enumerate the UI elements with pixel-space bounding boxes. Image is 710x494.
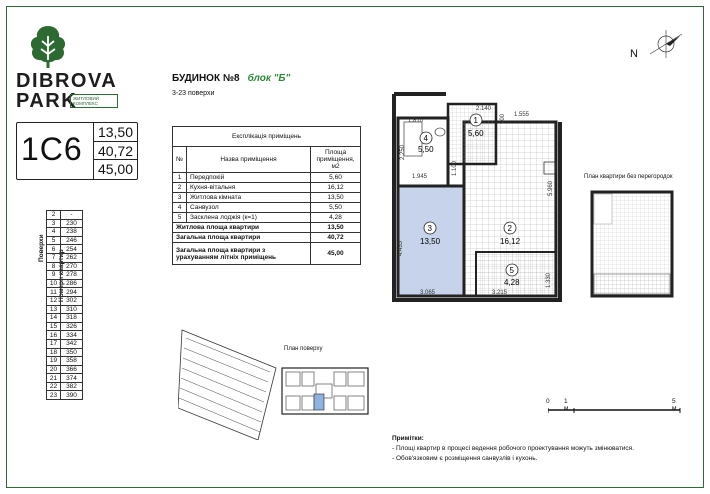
floor-row [47, 228, 83, 237]
explication-name: Санвузол [187, 203, 311, 213]
floor-row [47, 211, 83, 220]
floor-row [47, 339, 83, 348]
floor-number: 21 [47, 374, 61, 383]
floor-row [47, 374, 83, 383]
area-living: 13,50 [94, 123, 137, 142]
logo [16, 24, 116, 114]
key-plan [178, 328, 378, 440]
floor-number: 22 [47, 382, 61, 391]
floor-number: 5 [47, 236, 61, 245]
floor-number: 3 [47, 219, 61, 228]
apartment-number: 286 [61, 279, 83, 288]
floor-number: 16 [47, 331, 61, 340]
floor-row [47, 262, 83, 271]
block-label: блок "Б" [247, 73, 291, 84]
north-label: N [630, 48, 638, 60]
floor-number: 7 [47, 253, 61, 262]
apartment-number: 382 [61, 382, 83, 391]
scale-label-1: 1 м [564, 398, 569, 412]
explication-no: 2 [173, 183, 187, 193]
floor-row [47, 271, 83, 280]
floor-row [47, 288, 83, 297]
key-plan-title: План поверху [284, 346, 323, 352]
explication-row [173, 183, 361, 193]
apartment-number: 302 [61, 296, 83, 305]
explication-area: 5,60 [311, 173, 361, 183]
logo-word-1: DIBROVA [16, 70, 118, 92]
floors-column-label: Поверхи [38, 234, 45, 262]
dim-4: 2.250 [400, 144, 406, 160]
room-4-number: 4 [423, 134, 428, 143]
apartment-number: 246 [61, 236, 83, 245]
apartment-number: 238 [61, 228, 83, 237]
explication-no: 3 [173, 193, 187, 203]
room-2-area: 16,12 [500, 237, 521, 246]
building-title [172, 73, 290, 84]
apartment-number: 358 [61, 357, 83, 366]
room-1-area: 5,60 [468, 129, 484, 138]
plan-no-partitions [588, 188, 678, 300]
floor-row [47, 253, 83, 262]
area-total-summer: 45,00 [97, 161, 134, 178]
explication-total-row [173, 233, 361, 243]
dim-7: 5.960 [548, 180, 554, 196]
floor-number: 20 [47, 365, 61, 374]
explication-total-row [173, 223, 361, 233]
apartment-areas [93, 123, 137, 179]
floor-row [47, 365, 83, 374]
floor-row [47, 348, 83, 357]
apartment-number: - [61, 211, 83, 220]
floors-table [46, 210, 83, 400]
floor-number: 8 [47, 262, 61, 271]
note-1: - Площі квартир в процесі ведення робочого проектування можуть змінюватися. [392, 445, 635, 452]
explication-title: Експлікація приміщень [173, 127, 361, 147]
floor-row [47, 391, 83, 400]
total-area: 13,50 [311, 223, 361, 233]
note-2: - Обов'язковим є розміщення санвузлів і кухонь. [392, 455, 538, 462]
apartment-number: 254 [61, 245, 83, 254]
room-3-number: 3 [427, 224, 432, 233]
explication-row [173, 193, 361, 203]
room-5-number: 5 [509, 266, 514, 275]
apartment-code-box [16, 122, 138, 180]
scale-label-5: 5 м [672, 398, 677, 412]
notes-title: Примітки: [392, 435, 424, 442]
room-2-number: 2 [507, 224, 512, 233]
area-total: 40,72 [94, 142, 137, 161]
dim-3: 900 [500, 113, 506, 124]
floor-row [47, 331, 83, 340]
floor-row [47, 305, 83, 314]
explication-area: 13,50 [311, 193, 361, 203]
total-name: Загальна площа квартири [173, 233, 311, 243]
total-area: 45,00 [311, 243, 361, 265]
apartment-number: 350 [61, 348, 83, 357]
floor-number: 6 [47, 245, 61, 254]
explication-table [172, 126, 361, 265]
building-number: БУДИНОК №8 [172, 73, 240, 84]
floor-number: 12 [47, 296, 61, 305]
floor-number: 11 [47, 288, 61, 297]
apartment-number: 326 [61, 322, 83, 331]
floor-number: 13 [47, 305, 61, 314]
explication-no: 5 [173, 213, 187, 223]
floor-number: 10 [47, 279, 61, 288]
explication-name: Засклена лоджія (к=1) [187, 213, 311, 223]
room-1-number: 1 [473, 116, 478, 125]
apartment-number: 366 [61, 365, 83, 374]
dim-11: 1.330 [546, 272, 552, 288]
dim-10: 3.215 [492, 290, 508, 296]
apartment-number: 262 [61, 253, 83, 262]
explication-no: 1 [173, 173, 187, 183]
floor-row [47, 314, 83, 323]
dim-2: 1.810 [408, 118, 424, 124]
floor-row [47, 357, 83, 366]
floor-row [47, 219, 83, 228]
apartment-number: 278 [61, 271, 83, 280]
total-name: Загальна площа квартири з урахуванням літніх приміщень [173, 243, 311, 265]
explication-row [173, 213, 361, 223]
floor-number: 9 [47, 271, 61, 280]
room-3-area: 13,50 [420, 237, 441, 246]
dim-8: 4.435 [398, 240, 404, 256]
apartment-number: 270 [61, 262, 83, 271]
floor-row [47, 296, 83, 305]
apartment-code: 1С6 [21, 131, 83, 167]
room-5-area: 4,28 [504, 278, 520, 287]
floor-number: 14 [47, 314, 61, 323]
floor-row [47, 279, 83, 288]
apartment-number: 318 [61, 314, 83, 323]
apartment-number: 390 [61, 391, 83, 400]
explication-row [173, 173, 361, 183]
floor-number: 2 [47, 211, 61, 220]
floor-number: 23 [47, 391, 61, 400]
apartment-number: 294 [61, 288, 83, 297]
scale-label-0: 0 [546, 398, 550, 405]
explication-area: 4,28 [311, 213, 361, 223]
floor-number: 19 [47, 357, 61, 366]
oak-tree-icon [28, 24, 68, 68]
explication-row [173, 203, 361, 213]
explication-total-row [173, 243, 361, 265]
explication-area: 5,50 [311, 203, 361, 213]
floor-row [47, 322, 83, 331]
notes [392, 434, 634, 464]
dim-1: 1.555 [514, 112, 530, 118]
col-no: № [173, 147, 187, 173]
dim-0: 2.140 [476, 106, 492, 112]
floor-number: 4 [47, 228, 61, 237]
dim-6: 1.100 [452, 160, 458, 176]
logo-tagline: ЖИТЛОВИЙ КОМПЛЕКС [70, 94, 118, 108]
dim-5: 1.945 [412, 174, 428, 180]
col-name: Назва приміщення [187, 147, 311, 173]
logo-word-2: PARK [16, 90, 78, 112]
explication-name: Кухня-вітальня [187, 183, 311, 193]
floor-row [47, 236, 83, 245]
explication-name: Житлова кімната [187, 193, 311, 203]
floor-row [47, 382, 83, 391]
apartment-numbers-column-label: Номери квартир [58, 249, 65, 302]
dim-9: 3.065 [420, 290, 436, 296]
room-4-area: 5,50 [418, 145, 434, 154]
floor-number: 17 [47, 339, 61, 348]
north-arrow-icon [644, 26, 688, 62]
col-area: Площа приміщення, м2 [311, 147, 361, 173]
explication-name: Передпокій [187, 173, 311, 183]
floor-number: 15 [47, 322, 61, 331]
floor-row [47, 245, 83, 254]
floors-range: 3-23 поверхи [172, 90, 215, 97]
no-partitions-title: План квартири без перегородок [584, 174, 673, 180]
apartment-number: 230 [61, 219, 83, 228]
apartment-number: 374 [61, 374, 83, 383]
explication-no: 4 [173, 203, 187, 213]
explication-area: 16,12 [311, 183, 361, 193]
apartment-floor-plan [380, 92, 580, 312]
apartment-number: 342 [61, 339, 83, 348]
apartment-number: 310 [61, 305, 83, 314]
floor-number: 18 [47, 348, 61, 357]
total-area: 40,72 [311, 233, 361, 243]
total-name: Житлова площа квартири [173, 223, 311, 233]
apartment-number: 334 [61, 331, 83, 340]
